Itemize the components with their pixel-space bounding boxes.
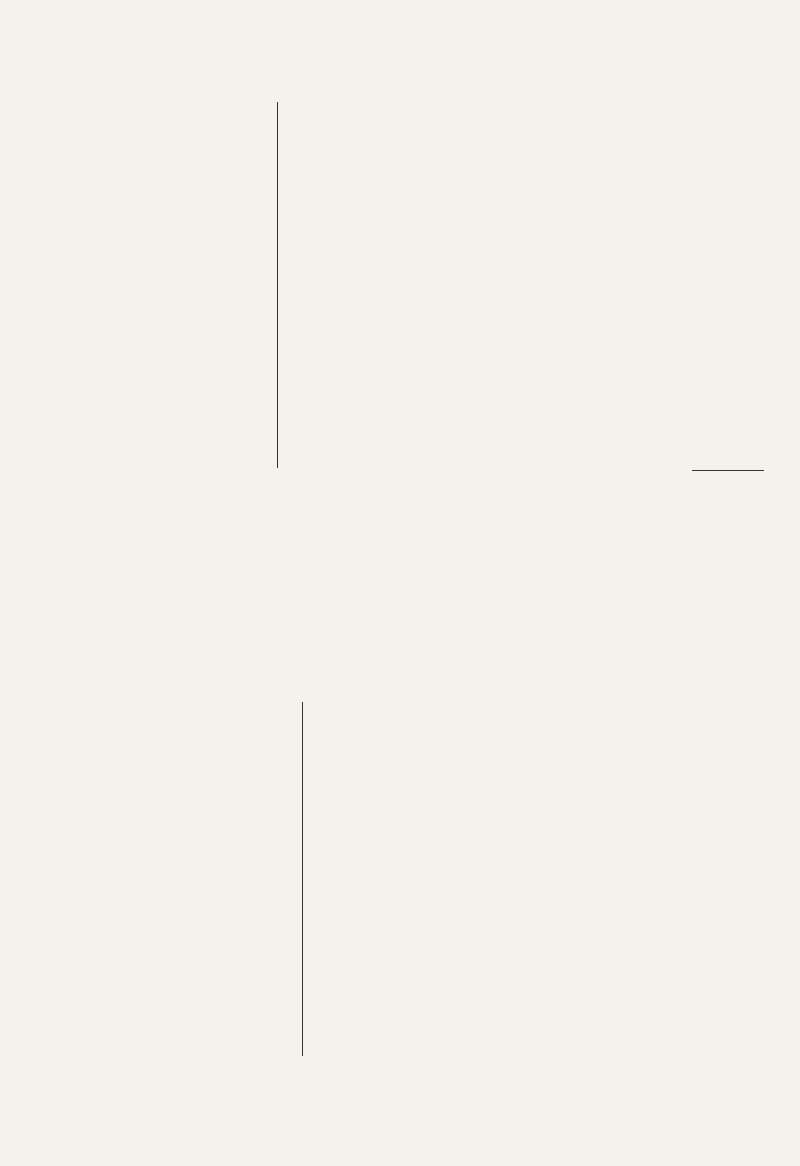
s1-total-rule xyxy=(692,470,764,471)
s2-column-divider xyxy=(302,702,303,1056)
s1-column-divider xyxy=(277,102,278,468)
